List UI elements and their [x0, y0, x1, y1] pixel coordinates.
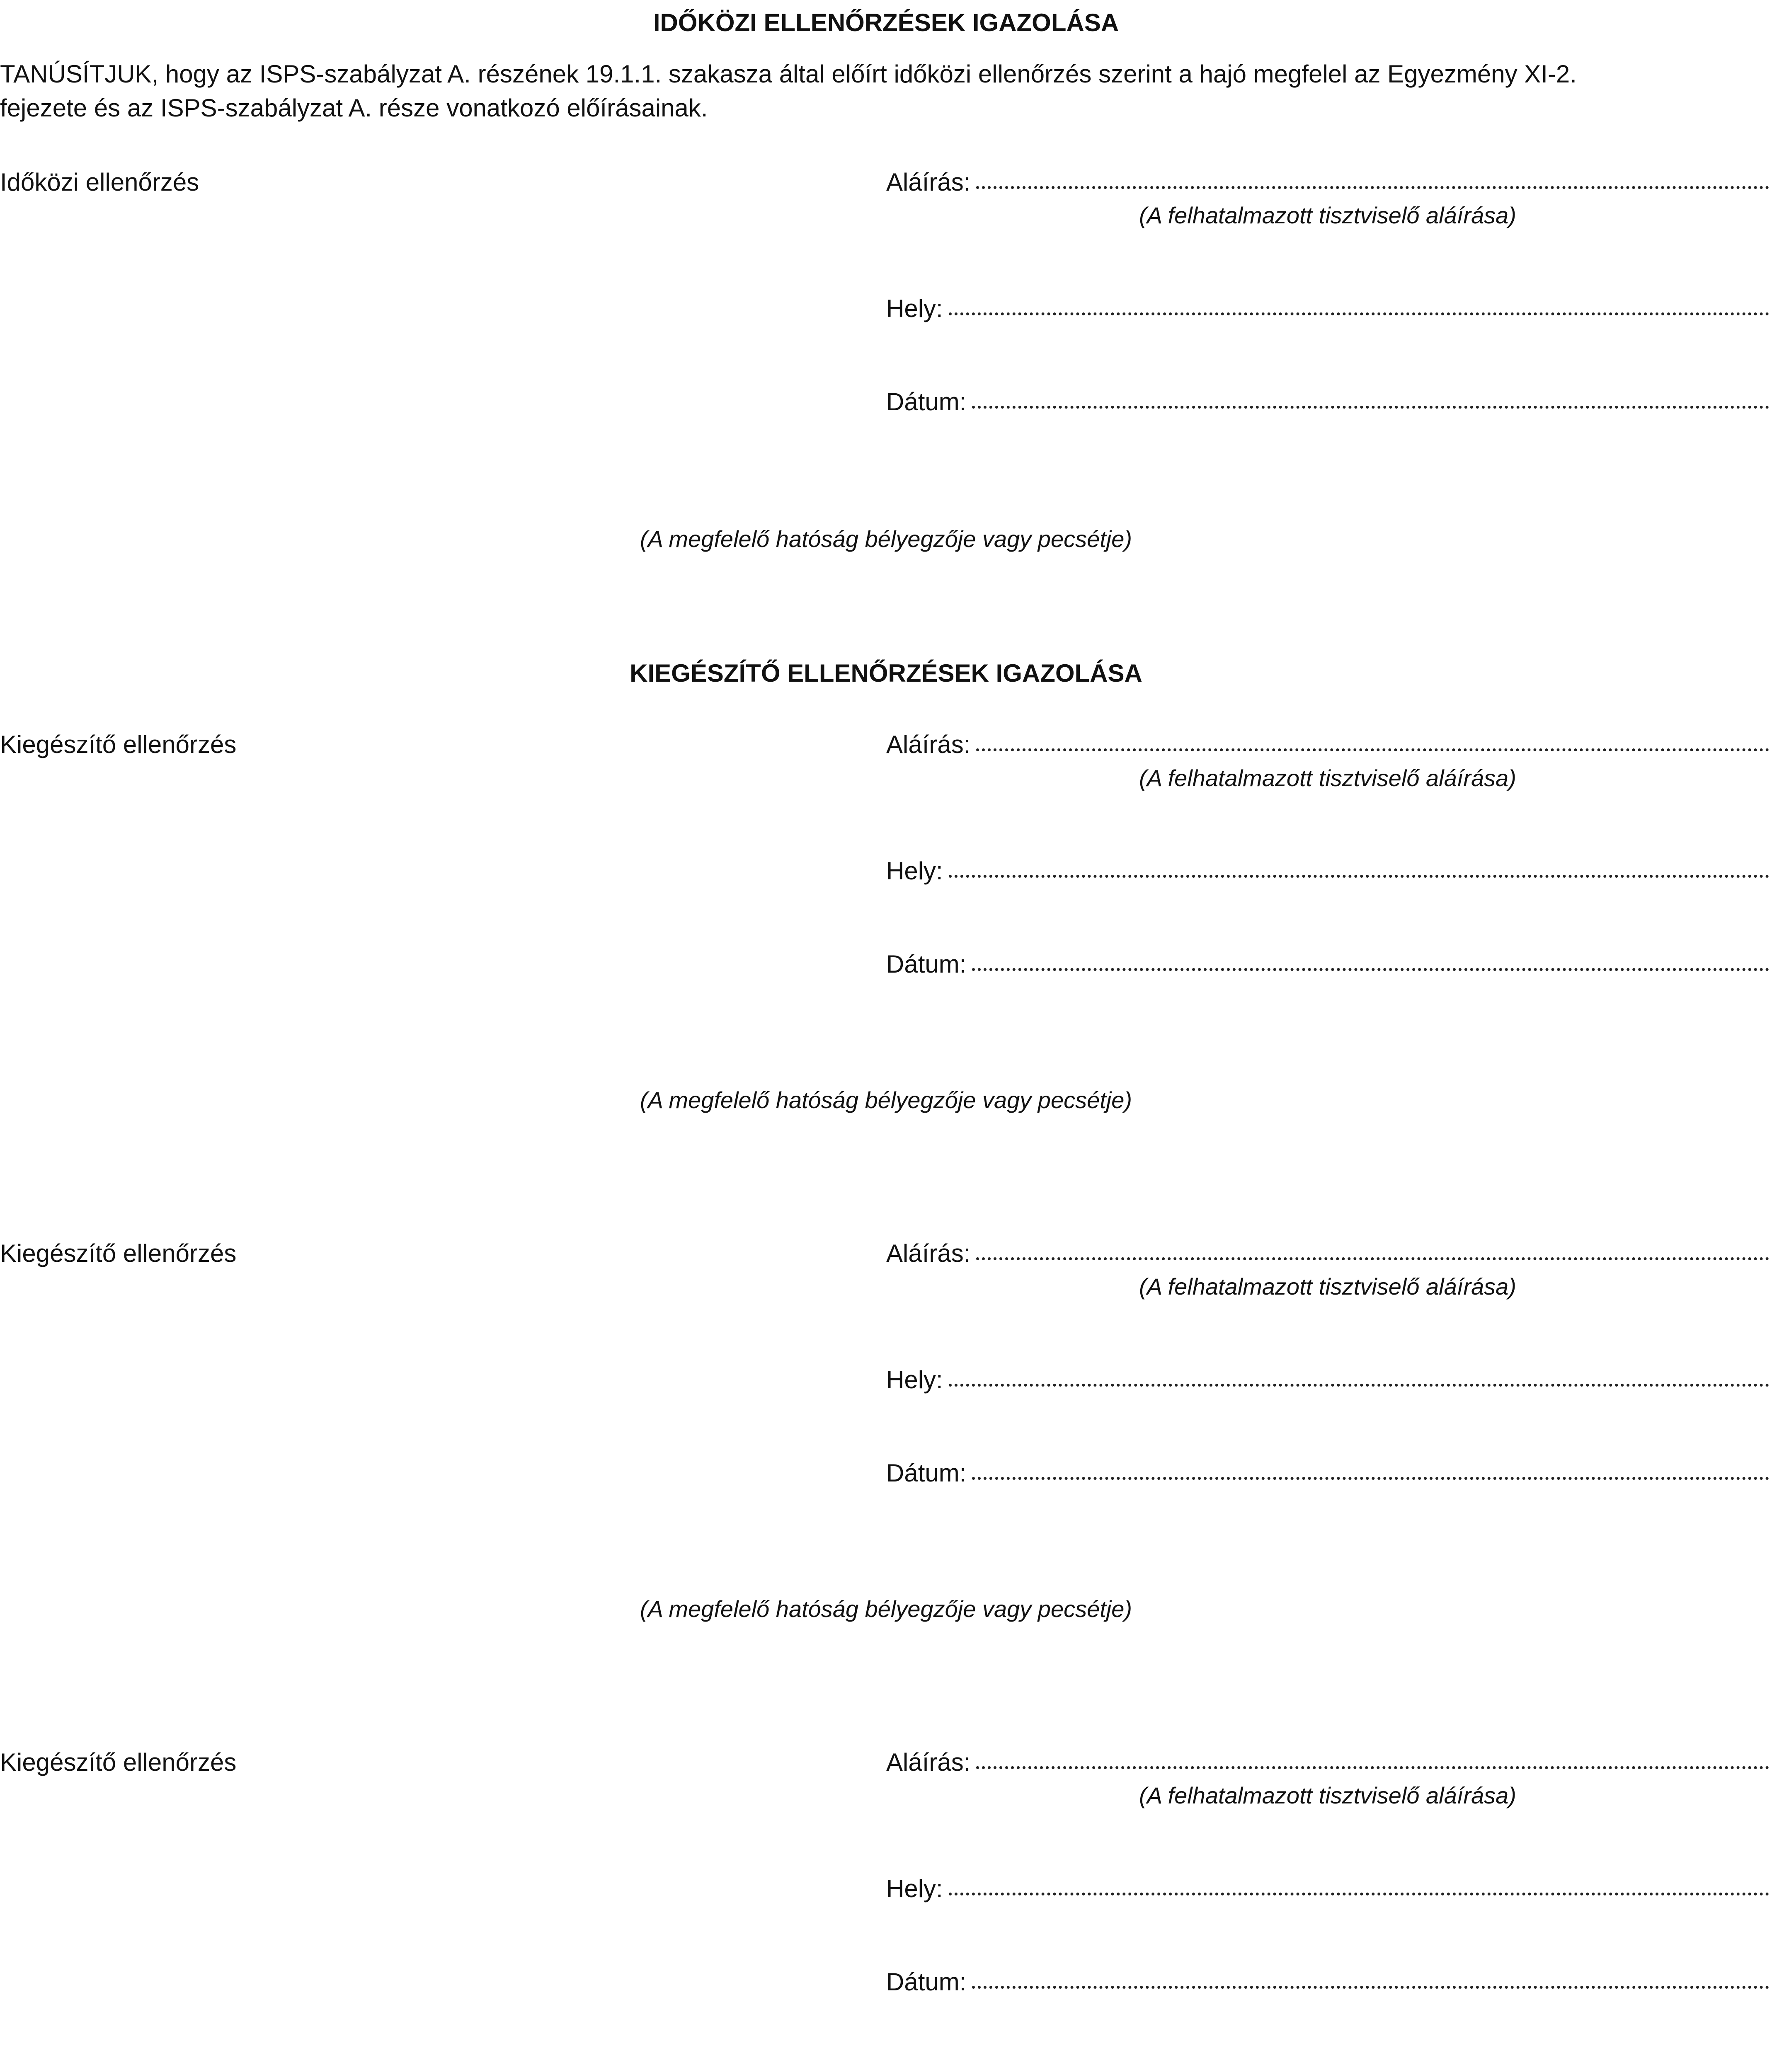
additional-2-date-field[interactable]: [886, 1459, 1769, 1488]
interim-date-field[interactable]: [886, 387, 1769, 416]
interim-place-field[interactable]: [886, 294, 1769, 323]
additional-section-title: KIEGÉSZÍTŐ ELLENŐRZÉSEK IGAZOLÁSA: [630, 659, 1142, 687]
signature-dotted-line[interactable]: [976, 1766, 1769, 1769]
place-dotted-line[interactable]: [949, 1893, 1769, 1895]
date-label: Dátum:: [886, 388, 967, 416]
additional-1-place-field[interactable]: [886, 857, 1769, 886]
interim-intro-line-1: TANÚSÍTJUK, hogy az ISPS-szabályzat A. részének 19.1.1. szakasza által előírt időközi ellenőrzés szerint a hajó megfelel az Egyezmény XI-2.: [0, 60, 1577, 88]
place-dotted-line[interactable]: [949, 875, 1769, 878]
additional-1-signature-caption: (A felhatalmazott tisztviselő aláírása): [1139, 765, 1516, 791]
date-label: Dátum:: [886, 1968, 967, 1996]
signature-label: Aláírás:: [886, 1748, 971, 1776]
interim-verification-label: Időközi ellenőrzés: [0, 168, 199, 196]
date-label: Dátum:: [886, 1459, 967, 1487]
additional-1-stamp-caption: (A megfelelő hatóság bélyegzője vagy pecsétje): [640, 1087, 1132, 1113]
additional-3-signature-field[interactable]: [886, 1748, 1769, 1777]
signature-dotted-line[interactable]: [976, 1257, 1769, 1260]
interim-intro-line-2: fejezete és az ISPS-szabályzat A. része vonatkozó előírásainak.: [0, 94, 708, 122]
signature-label: Aláírás:: [886, 168, 971, 196]
additional-verification-label: Kiegészítő ellenőrzés: [0, 731, 237, 758]
additional-2-signature-field[interactable]: [886, 1239, 1769, 1268]
additional-3-signature-caption: (A felhatalmazott tisztviselő aláírása): [1139, 1782, 1516, 1808]
additional-1-signature-field[interactable]: [886, 730, 1769, 759]
additional-verification-label: Kiegészítő ellenőrzés: [0, 1239, 237, 1267]
date-dotted-line[interactable]: [972, 406, 1769, 409]
place-dotted-line[interactable]: [949, 1384, 1769, 1387]
additional-3-date-field[interactable]: [886, 1968, 1769, 1997]
additional-2-signature-caption: (A felhatalmazott tisztviselő aláírása): [1139, 1273, 1516, 1300]
place-dotted-line[interactable]: [949, 312, 1769, 315]
signature-label: Aláírás:: [886, 1239, 971, 1267]
date-dotted-line[interactable]: [972, 1986, 1769, 1989]
interim-signature-field[interactable]: [886, 168, 1769, 197]
additional-verification-label: Kiegészítő ellenőrzés: [0, 1748, 237, 1776]
additional-1-date-field[interactable]: [886, 950, 1769, 979]
interim-section-title: IDŐKÖZI ELLENŐRZÉSEK IGAZOLÁSA: [653, 9, 1119, 36]
place-label: Hely:: [886, 1875, 943, 1903]
date-dotted-line[interactable]: [972, 968, 1769, 971]
place-label: Hely:: [886, 1366, 943, 1394]
interim-stamp-caption: (A megfelelő hatóság bélyegzője vagy pecsétje): [640, 526, 1132, 552]
signature-dotted-line[interactable]: [976, 748, 1769, 751]
interim-intro-text: [0, 57, 1772, 125]
place-label: Hely:: [886, 295, 943, 322]
additional-2-place-field[interactable]: [886, 1365, 1769, 1394]
signature-label: Aláírás:: [886, 731, 971, 758]
date-dotted-line[interactable]: [972, 1477, 1769, 1480]
additional-3-place-field[interactable]: [886, 1874, 1769, 1903]
signature-dotted-line[interactable]: [976, 186, 1769, 189]
interim-signature-caption: (A felhatalmazott tisztviselő aláírása): [1139, 202, 1516, 228]
place-label: Hely:: [886, 857, 943, 885]
date-label: Dátum:: [886, 950, 967, 978]
additional-2-stamp-caption: (A megfelelő hatóság bélyegzője vagy pecsétje): [640, 1596, 1132, 1622]
